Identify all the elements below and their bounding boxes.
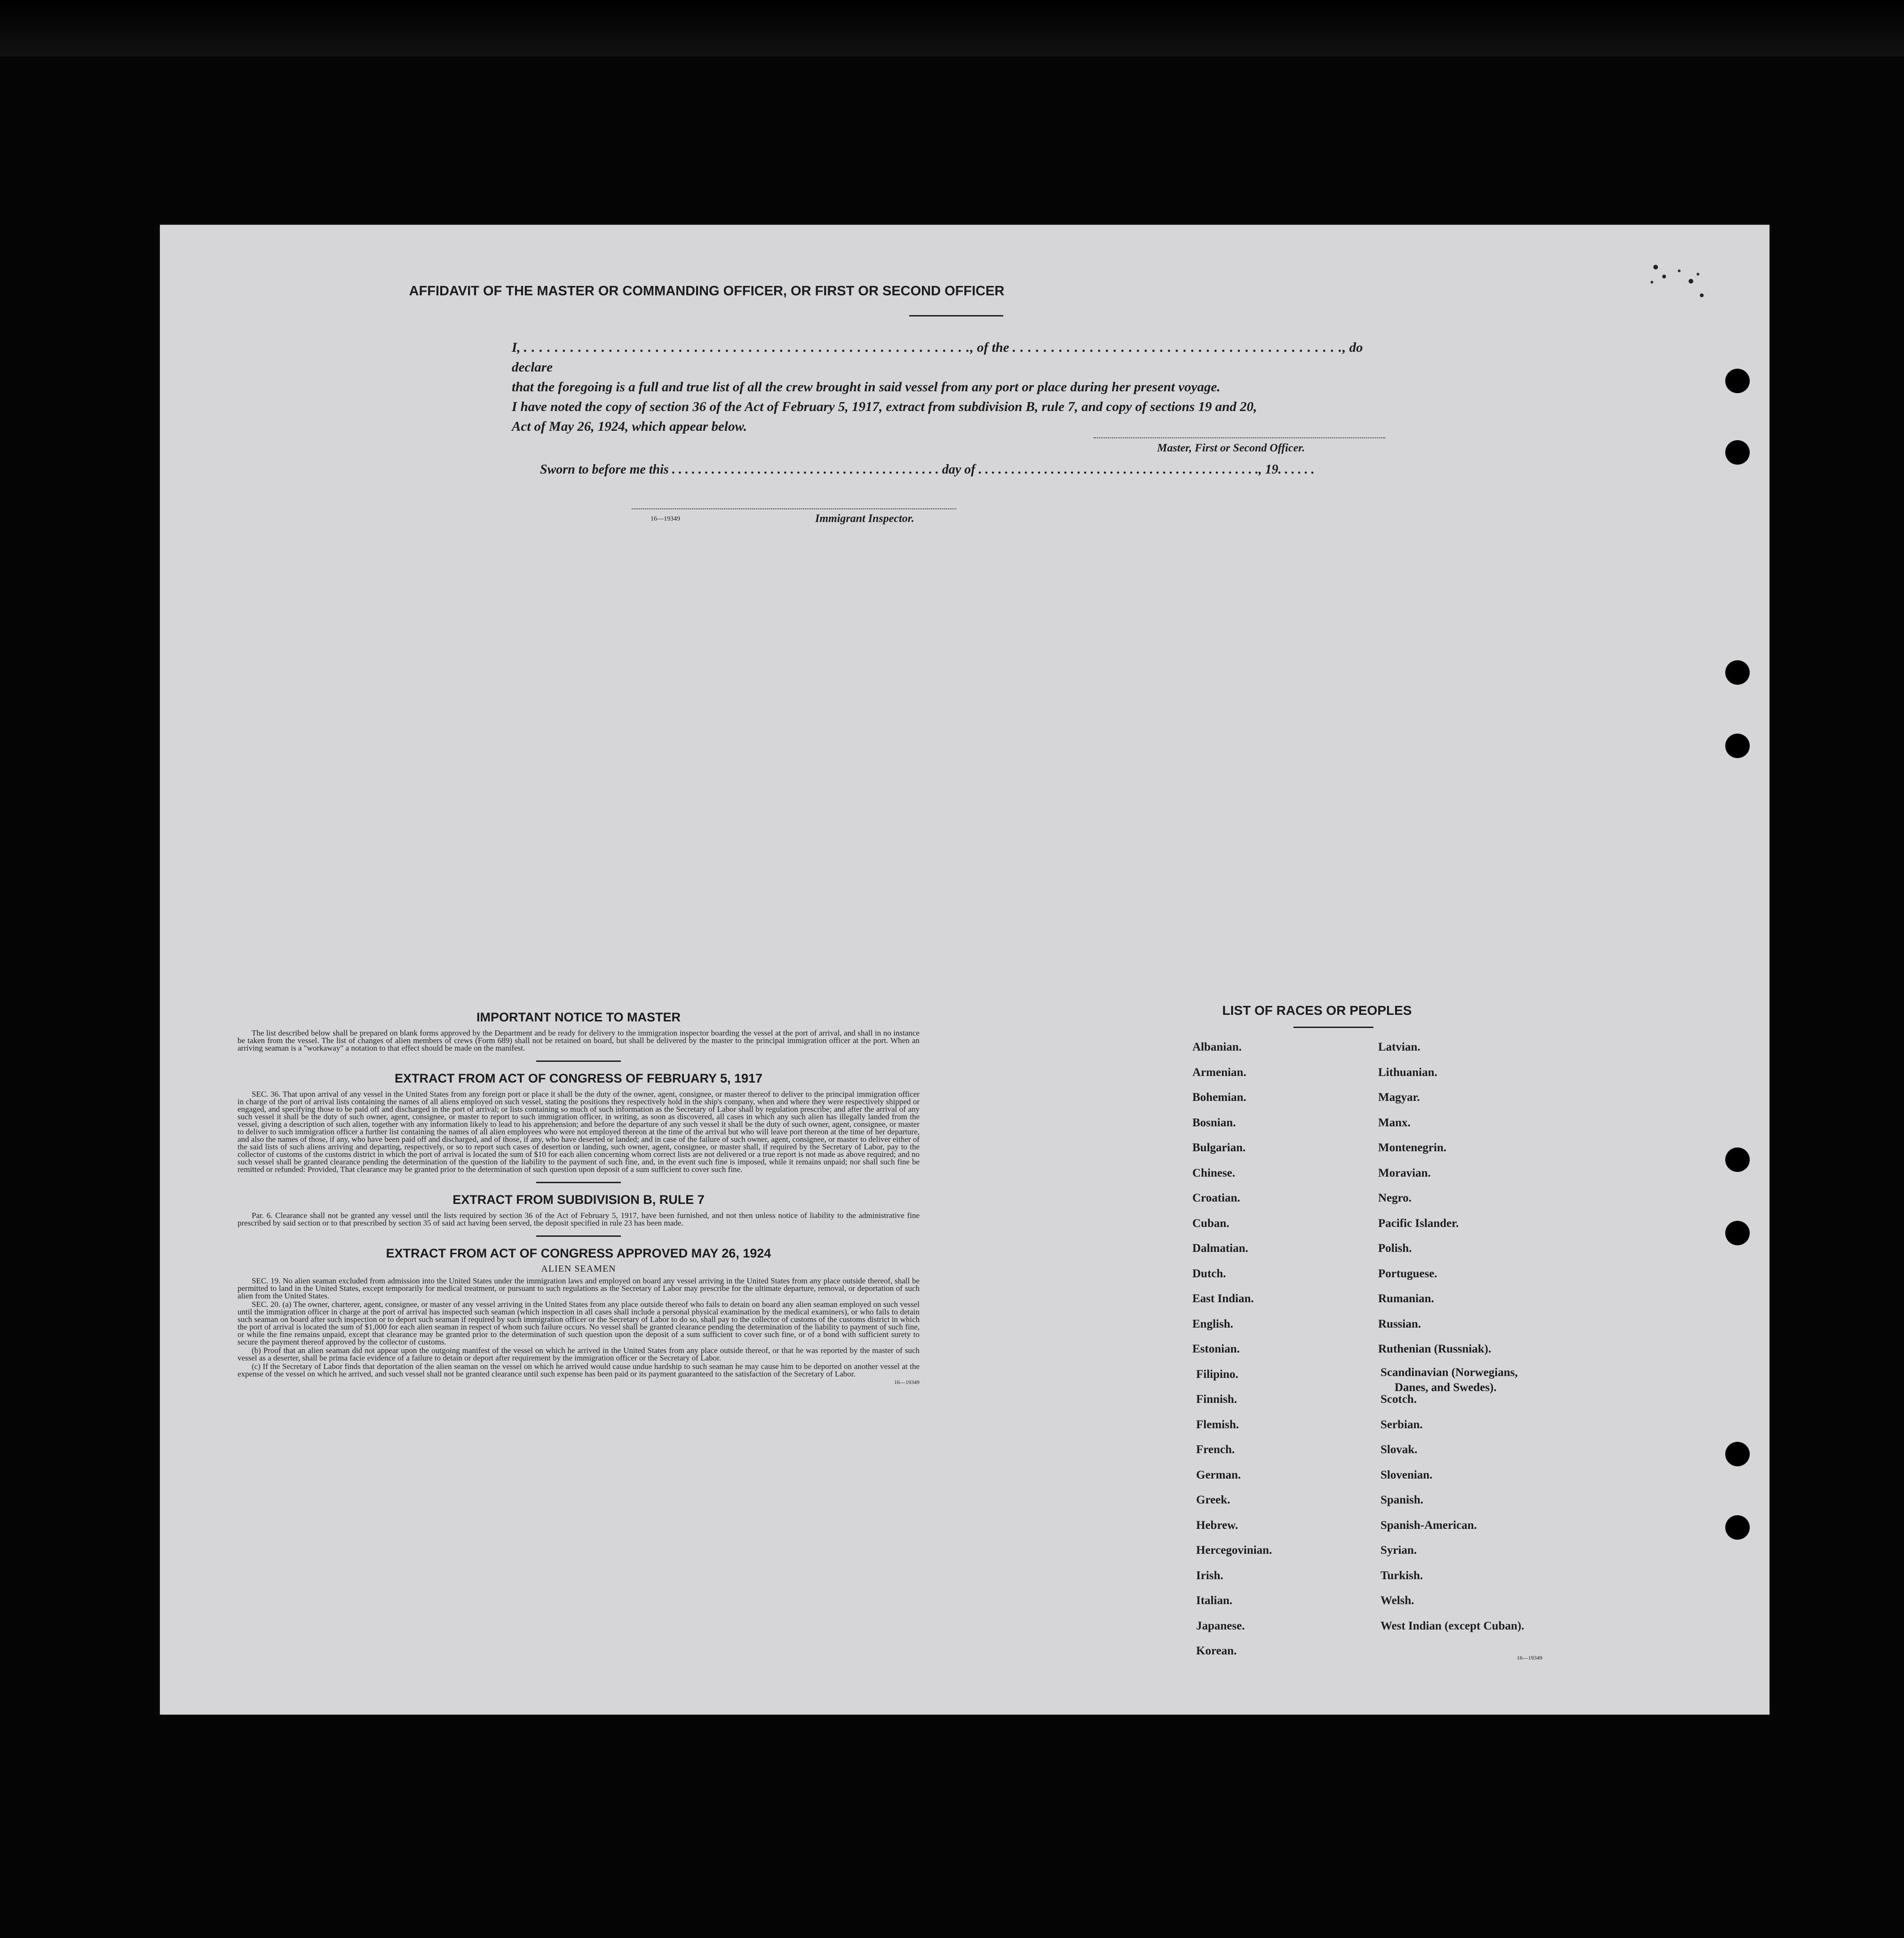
race-item: Negro. <box>1378 1192 1412 1204</box>
race-item: Serbian. <box>1380 1418 1423 1431</box>
sec-20c-paragraph: (c) If the Secretary of Labor finds that deportation of the alien seaman on the vessel on which he arrived would cause undue hardship to such seaman he may cause him to be deported on another vessel at the expense of the vessel on which he arrived, and such vessel shall not be granted clearance until such expense has been paid or its payment guaranteed to the satisfaction of the Secretary of Labor. <box>238 1362 920 1378</box>
affidavit-line-1: I, . . . . . . . . . . . . . . . . . . . . . . . . . . . . . . . . . . . . . . . . . . . . . . . . . . . . . . . . . ., of the . . . . . . . . . . . . . . . . . . . . . . . . . . . . . . . . . . . . . . . . . . ., do declare <box>512 340 1363 375</box>
document-page <box>160 225 1769 1715</box>
affidavit-prefix: I, <box>512 340 521 355</box>
race-item: Dutch. <box>1192 1267 1226 1280</box>
race-item: English. <box>1192 1317 1233 1330</box>
race-item: Moravian. <box>1378 1166 1431 1179</box>
extract-1917-title: EXTRACT FROM ACT OF CONGRESS OF FEBRUARY 5, 1917 <box>394 1071 763 1085</box>
race-item: Scandinavian (Norwegians, <box>1380 1366 1518 1379</box>
race-item: Chinese. <box>1192 1166 1235 1179</box>
punch-hole <box>1725 1221 1750 1245</box>
race-item: Portuguese. <box>1378 1267 1437 1280</box>
race-item: Spanish. <box>1380 1494 1424 1506</box>
race-item: Danes, and Swedes). <box>1395 1381 1497 1394</box>
ink-specks <box>1646 258 1717 309</box>
extract-1924-text <box>238 1277 920 1378</box>
affidavit-line-2: that the foregoing is a full and true list of all the crew brought in said vessel from any port or place during her present voyage. <box>512 380 1221 395</box>
race-item: Slovak. <box>1380 1443 1418 1456</box>
punch-hole <box>1725 660 1750 685</box>
race-item: Albanian. <box>1192 1041 1242 1053</box>
sec-19-paragraph: SEC. 19. No alien seaman excluded from admission into the United States under the immigration laws and employed on board any vessel arriving in the United States from any place outside thereof, shall be permitted to land in the United States, except temporarily for medical treatment, or pursuant to such regulations as the Secretary of Labor may prescribe for the ultimate departure, removal, or deportation of such alien from the United States. <box>238 1276 920 1300</box>
sworn-mid: day of <box>942 462 976 477</box>
affidavit-body <box>512 338 1405 436</box>
race-item: Bulgarian. <box>1192 1141 1246 1154</box>
race-item: Irish. <box>1196 1569 1223 1582</box>
race-item: Pacific Islander. <box>1378 1217 1459 1230</box>
extract-1924-subtitle: ALIEN SEAMEN <box>541 1264 616 1274</box>
races-title: LIST OF RACES OR PEOPLES <box>1222 1003 1412 1018</box>
sworn-line: Sworn to before me this . . . . . . . . . . . . . . . . . . . . . . . . . . . . . . . . . . . . . . . . . day of . . . . . . . . . . . . . . . . . . . . . . . . . . . . . . . . . . . . . . . . . . ., 19. . . . . . <box>540 462 1315 477</box>
race-item: Ruthenian (Russniak). <box>1378 1343 1491 1355</box>
race-item: Greek. <box>1196 1494 1230 1506</box>
race-item: Estonian. <box>1192 1343 1240 1355</box>
race-item: Lithuanian. <box>1378 1066 1437 1079</box>
race-item: Bosnian. <box>1192 1116 1236 1129</box>
affidavit-title: AFFIDAVIT OF THE MASTER OR COMMANDING OFFICER, OR FIRST OR SECOND OFFICER <box>409 284 1005 299</box>
race-item: Latvian. <box>1378 1041 1420 1053</box>
race-item: German. <box>1196 1468 1241 1481</box>
extract-rule7-paragraph: Par. 6. Clearance shall not be granted any vessel until the lists required by section 36 of the Act of February 5, 1917, have been furnished, and not then unless notice of liability to the administrative fine prescribed by said section or to that prescribed by section 35 of said act having been served, the deposit specified in rule 23 has been made. <box>238 1211 920 1227</box>
signature-label: Master, First or Second Officer. <box>1157 442 1305 454</box>
divider <box>536 1060 621 1062</box>
affidavit-mid: , of the <box>970 340 1009 355</box>
punch-hole <box>1725 1147 1750 1172</box>
notice-paragraph: The list described below shall be prepared on blank forms approved by the Department and be ready for delivery to the immigration inspector boarding the vessel at the port of arrival, and shall in no instance be taken from the vessel. The list of changes of alien members of crews (Form 689) shall not be retained on board, but shall be delivered by the master to the principal immigration officer at the port. When an arriving seaman is a "workaway" a notation to that effect should be made on the manifest. <box>238 1028 920 1052</box>
race-item: Scotch. <box>1380 1393 1417 1406</box>
extract-1917-text <box>238 1091 920 1173</box>
affidavit-line-3: I have noted the copy of section 36 of the Act of February 5, 1917, extract from subdivision B, rule 7, and copy of sections 19 and 20, <box>512 399 1257 414</box>
film-border <box>0 0 1904 56</box>
notice-column <box>238 1010 920 1386</box>
inspector-signature-line <box>632 508 956 509</box>
race-item: Turkish. <box>1380 1569 1423 1582</box>
divider <box>909 315 1003 316</box>
divider <box>1293 1027 1373 1028</box>
form-code: 16—19349 <box>894 1379 920 1385</box>
race-item: Japanese. <box>1196 1619 1245 1632</box>
sec-20b-paragraph: (b) Proof that an alien seaman did not appear upon the outgoing manifest of the vessel on which he arrived in the United States from any place outside thereof, or that he was reported by the master of such vessel as a deserter, shall be prima facie evidence of a failure to detain or deport after requirement by the immigration officer or the Secretary of Labor. <box>238 1346 920 1362</box>
divider <box>536 1235 621 1237</box>
race-item: Finnish. <box>1196 1393 1237 1406</box>
race-item: Croatian. <box>1192 1192 1240 1204</box>
race-item: Armenian. <box>1192 1066 1246 1079</box>
race-item: Korean. <box>1196 1645 1237 1657</box>
extract-1917-paragraph: SEC. 36. That upon arrival of any vessel in the United States from any foreign port or place it shall be the duty of the owner, agent, consignee, or master thereof to deliver to the principal immigration officer in charge of the port of arrival lists containing the names of all aliens employed on such vessel, stating the positions they respectively hold in the ship's company, when and where they were respectively shipped or engaged, and specifying those to be paid off and discharged in the port of arrival; or lists containing so much of such information as the Secretary of Labor shall by regulation prescribe; and after the arrival of any such vessel it shall be the duty of such owner, agent, consignee, or master to report to such immigration officer, in writing, as soon as discovered, all cases in which any such alien has illegally landed from the vessel, giving a description of such alien, together with any information likely to lead to his apprehension; and before the departure of any such vessel it shall be the duty of such owner, agent, consignee, or master to deliver to such immigration officer a further list containing the names of all alien employees who were not employed thereon at the time of the arrival but who will leave port thereon at the time of her departure, and also the names of those, if any, who have been paid off and discharged, and of those, if any, who have deserted or landed; and in case of the failure of such owner, agent, consignee, or master to deliver either of the said lists of such aliens arriving and departing, respectively, or so to report such cases of desertion or landing, such owner, agent, consignee, or master shall, if required by the Secretary of Labor, pay to the collector of customs of the customs district in which the port of arrival is located the sum of $10 for each alien concerning whom correct lists are not delivered or a true report is not made as above required; and no such vessel shall be granted clearance pending the determination of the question of the liability to the payment of such fine, and, in the event such fine is imposed, while it remains unpaid; nor shall such fine be remitted or refunded: Provided, That clearance may be granted prior to the determination of such question upon deposit of a sum sufficient to cover such fine. <box>238 1090 920 1174</box>
inspector-label: Immigrant Inspector. <box>815 513 914 525</box>
race-item: Flemish. <box>1196 1418 1239 1431</box>
affidavit-line-4: Act of May 26, 1924, which appear below. <box>512 419 747 434</box>
notice-text <box>238 1029 920 1052</box>
race-item: Rumanian. <box>1378 1292 1434 1305</box>
signature-line <box>1094 437 1385 438</box>
race-item: Magyar. <box>1378 1091 1420 1104</box>
race-item: Spanish-American. <box>1380 1519 1477 1532</box>
race-item: Russian. <box>1378 1317 1421 1330</box>
race-item: Cuban. <box>1192 1217 1230 1230</box>
punch-hole <box>1725 440 1750 465</box>
race-item: Slovenian. <box>1380 1468 1433 1481</box>
form-code: 16—19349 <box>651 515 680 522</box>
punch-hole <box>1725 369 1750 393</box>
race-item: French. <box>1196 1443 1235 1456</box>
race-item: Italian. <box>1196 1594 1233 1607</box>
race-item: Dalmatian. <box>1192 1242 1248 1255</box>
extract-1924-title: EXTRACT FROM ACT OF CONGRESS APPROVED MAY 26, 1924 <box>386 1246 771 1260</box>
race-item: Manx. <box>1378 1116 1411 1129</box>
punch-hole <box>1725 1442 1750 1466</box>
race-item: Bohemian. <box>1192 1091 1246 1104</box>
extract-rule7-title: EXTRACT FROM SUBDIVISION B, RULE 7 <box>452 1193 705 1207</box>
race-item: Welsh. <box>1380 1594 1414 1607</box>
race-item: Filipino. <box>1196 1368 1238 1381</box>
race-item: Hercegovinian. <box>1196 1544 1272 1557</box>
extract-rule7-text <box>238 1212 920 1227</box>
sworn-prefix: Sworn to before me this <box>540 462 669 477</box>
race-item: Hebrew. <box>1196 1519 1238 1532</box>
punch-hole <box>1725 1515 1750 1540</box>
affidavit-suffix: , do declare <box>512 340 1363 375</box>
race-item: East Indian. <box>1192 1292 1254 1305</box>
notice-title: IMPORTANT NOTICE TO MASTER <box>476 1010 681 1024</box>
form-code: 16—19349 <box>1517 1654 1542 1661</box>
race-item: Montenegrin. <box>1378 1141 1447 1154</box>
sec-20a-paragraph: SEC. 20. (a) The owner, charterer, agent, consignee, or master of any vessel arriving in the United States from any place outside thereof who fails to detain on board any alien seaman employed on such vessel until the immigration officer in charge at the port of arrival has inspected such seaman (which inspection in all cases shall include a personal physical examination by the medical examiners), or who fails to detain such seaman on board after such inspection or to deport such seaman if required by such immigration officer or the Secretary of Labor to do so, shall pay to the collector of customs of the customs district in which the port of arrival is located the sum of $1,000 for each alien seaman in respect of whom such failure occurs. No vessel shall be granted clearance pending the determination of the liability to payment of such fine, or while the fine remains unpaid, except that clearance may be granted prior to the determination of such question upon the deposit of a sum sufficient to cover such fine, or of a bond with sufficient surety to secure the payment thereof approved by the collector of customs. <box>238 1300 920 1346</box>
punch-hole <box>1725 734 1750 758</box>
race-item: Polish. <box>1378 1242 1412 1255</box>
sworn-suffix: , 19 <box>1258 462 1278 477</box>
race-item: West Indian (except Cuban). <box>1380 1619 1524 1632</box>
divider <box>536 1182 621 1183</box>
race-item: Syrian. <box>1380 1544 1417 1557</box>
